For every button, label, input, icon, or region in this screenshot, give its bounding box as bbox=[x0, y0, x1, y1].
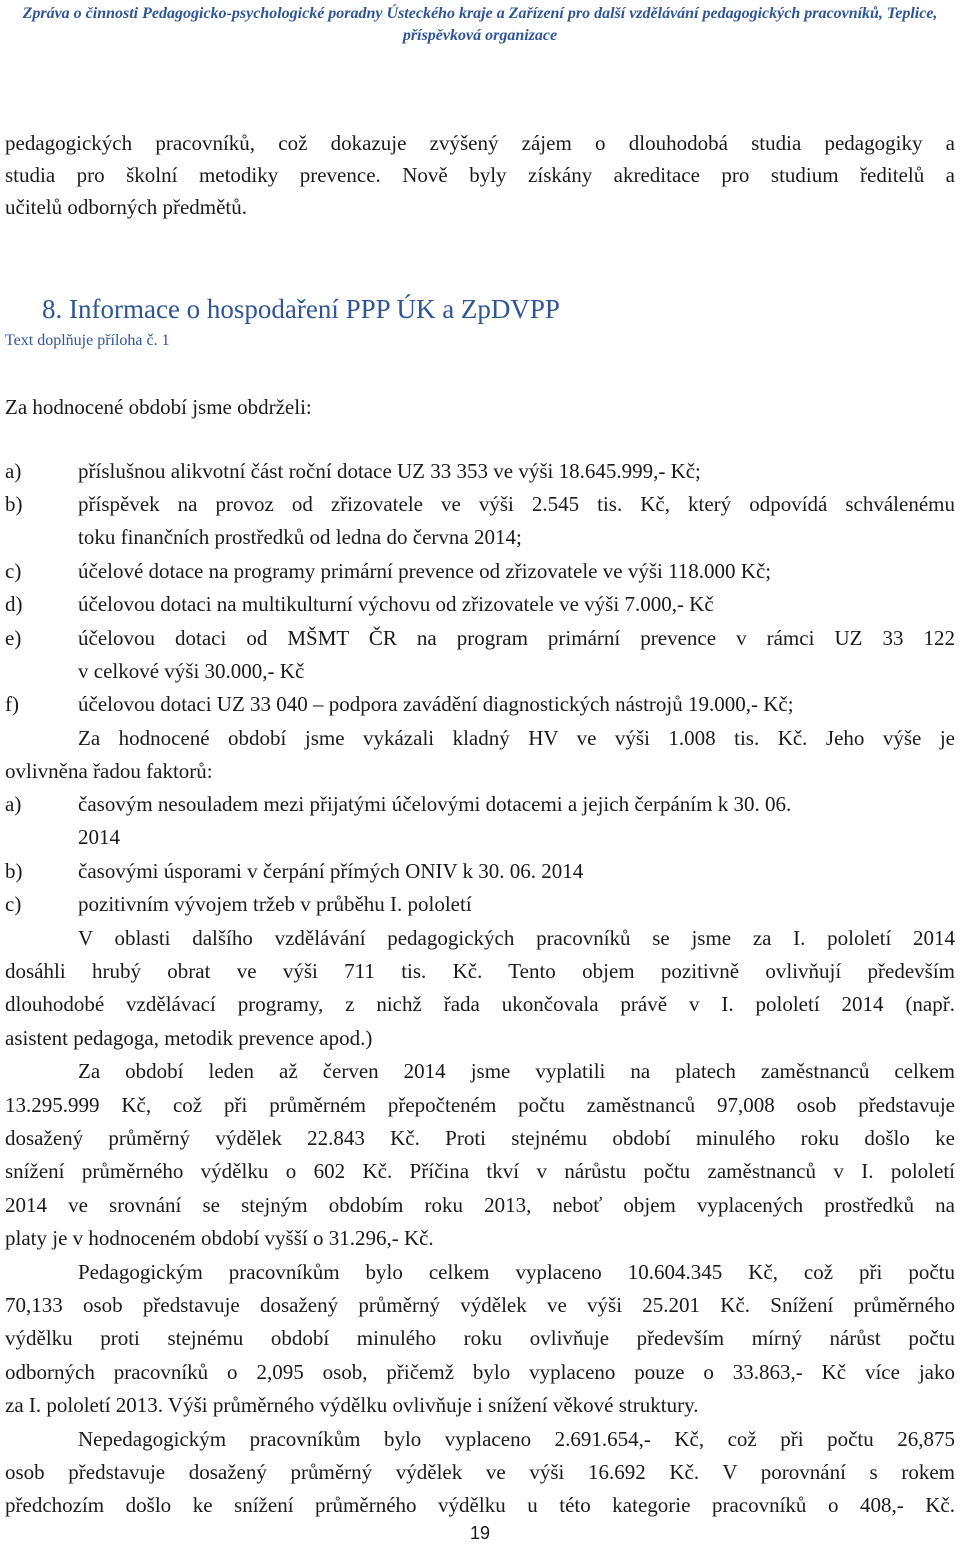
list-marker: a) bbox=[5, 792, 22, 816]
paragraph-line: Pedagogickým pracovníkům bylo celkem vyplaceno 10.604.345 Kč, což při počtu bbox=[78, 1260, 955, 1284]
list-marker: c) bbox=[5, 892, 22, 916]
intro-line: pedagogických pracovníků, což dokazuje zvýšený zájem o dlouhodobá studia pedagogiky a bbox=[5, 131, 955, 155]
paragraph-line: dlouhodobé vzdělávací programy, z nichž řada ukončovala právě v I. pololetí 2014 (např. bbox=[5, 992, 955, 1016]
paragraph-line: 2014 ve srovnání se stejným obdobím roku 2013, neboť objem vyplacených prostředků na bbox=[5, 1193, 955, 1217]
paragraph-line: ovlivněna řadou faktorů: bbox=[5, 759, 213, 783]
paragraph-line: 70,133 osob představuje dosažený průměrný výdělek ve výši 25.201 Kč. Snížení průměrného bbox=[5, 1293, 955, 1317]
paragraph-line: Za hodnocené období jsme vykázali kladný HV ve výši 1.008 tis. Kč. Jeho výše je bbox=[78, 726, 955, 750]
paragraph-line: Nepedagogickým pracovníkům bylo vyplaceno 2.691.654,- Kč, což při počtu 26,875 bbox=[78, 1427, 955, 1451]
paragraph-line: platy je v hodnoceném období vyšší o 31.296,- Kč. bbox=[5, 1226, 434, 1250]
paragraph-line: Za období leden až červen 2014 jsme vyplatili na platech zaměstnanců celkem bbox=[78, 1059, 955, 1083]
list-item-text: 2014 bbox=[78, 825, 120, 849]
list-item-text: účelovou dotaci na multikulturní výchovu od zřizovatele ve výši 7.000,- Kč bbox=[78, 592, 714, 616]
paragraph-line: za I. pololetí 2013. Výši průměrného výdělku ovlivňuje i snížení věkové struktury. bbox=[5, 1393, 699, 1417]
list-item-text: příspěvek na provoz od zřizovatele ve výši 2.545 tis. Kč, který odpovídá schválenému bbox=[78, 492, 955, 516]
list-item-text: v celkové výši 30.000,- Kč bbox=[78, 659, 305, 683]
list-item-text: účelovou dotaci od MŠMT ČR na program primární prevence v rámci UZ 33 122 bbox=[78, 626, 955, 650]
paragraph-line: 13.295.999 Kč, což při průměrném přepočteném počtu zaměstnanců 97,008 osob představuje bbox=[5, 1093, 955, 1117]
page-header bbox=[0, 3, 960, 47]
list-item-text: příslušnou alikvotní část roční dotace UZ 33 353 ve výši 18.645.999,- Kč; bbox=[78, 459, 701, 483]
list-item-text: toku finančních prostředků od ledna do června 2014; bbox=[78, 525, 522, 549]
list-item-text: pozitivním vývojem tržeb v průběhu I. pololetí bbox=[78, 892, 472, 916]
paragraph-line: předchozím došlo ke snížení průměrného výdělku u této kategorie pracovníků o 408,- Kč. bbox=[5, 1493, 955, 1517]
list-marker: f) bbox=[5, 692, 19, 716]
list-marker: a) bbox=[5, 459, 22, 483]
list-item-text: časovým nesouladem mezi přijatými účelovými dotacemi a jejich čerpáním k 30. 06. bbox=[78, 792, 792, 816]
paragraph-line: V oblasti dalšího vzdělávání pedagogických pracovníků se jsme za I. pololetí 2014 bbox=[78, 926, 955, 950]
section-subheading: Text doplňuje příloha č. 1 bbox=[5, 332, 170, 349]
page-number: 19 bbox=[469, 1523, 491, 1543]
header-line-2: příspěvková organizace bbox=[402, 27, 558, 44]
list-marker: e) bbox=[5, 626, 22, 650]
list-item-text: účelovou dotaci UZ 33 040 – podpora zavádění diagnostických nástrojů 19.000,- Kč; bbox=[78, 692, 794, 716]
paragraph-line: dosáhli hrubý obrat ve výši 711 tis. Kč. Tento objem pozitivně ovlivňují především bbox=[5, 959, 955, 983]
paragraph-line: asistent pedagoga, metodik prevence apod.) bbox=[5, 1026, 373, 1050]
paragraph-line: dosažený průměrný výdělek 22.843 Kč. Proti stejnému období minulého roku došlo ke bbox=[5, 1126, 955, 1150]
list-item-text: časovými úsporami v čerpání přímých ONIV k 30. 06. 2014 bbox=[78, 859, 584, 883]
section-heading: 8. Informace o hospodaření PPP ÚK a ZpDVPP bbox=[42, 294, 560, 324]
paragraph-line: odborných pracovníků o 2,095 osob, přičemž bylo vyplaceno pouze o 33.863,- Kč více jako bbox=[5, 1360, 955, 1384]
list-marker: c) bbox=[5, 559, 22, 583]
intro-line: učitelů odborných předmětů. bbox=[5, 195, 248, 219]
paragraph-line: osob představuje dosažený průměrný výdělek ve výši 16.692 Kč. V porovnání s rokem bbox=[5, 1460, 955, 1484]
list-item-text: účelové dotace na programy primární prevence od zřizovatele ve výši 118.000 Kč; bbox=[78, 559, 772, 583]
received-lead: Za hodnocené období jsme obdrželi: bbox=[5, 395, 312, 419]
list-marker: b) bbox=[5, 492, 23, 516]
list-marker: d) bbox=[5, 592, 23, 616]
paragraph-line: výdělku proti stejnému období minulého roku ovlivňuje především mírný nárůst počtu bbox=[5, 1326, 955, 1350]
list-marker: b) bbox=[5, 859, 23, 883]
intro-line: studia pro školní metodiky prevence. Nově byly získány akreditace pro studium ředitelů a bbox=[5, 163, 955, 187]
paragraph-line: snížení průměrného výdělku o 602 Kč. Příčina tkví v nárůstu počtu zaměstnanců v I. pololetí bbox=[5, 1159, 955, 1183]
header-line-1: Zpráva o činnosti Pedagogicko-psychologické poradny Ústeckého kraje a Zařízení pro další vzdělávání pedagogických pracovníků, Teplice, bbox=[22, 5, 938, 22]
